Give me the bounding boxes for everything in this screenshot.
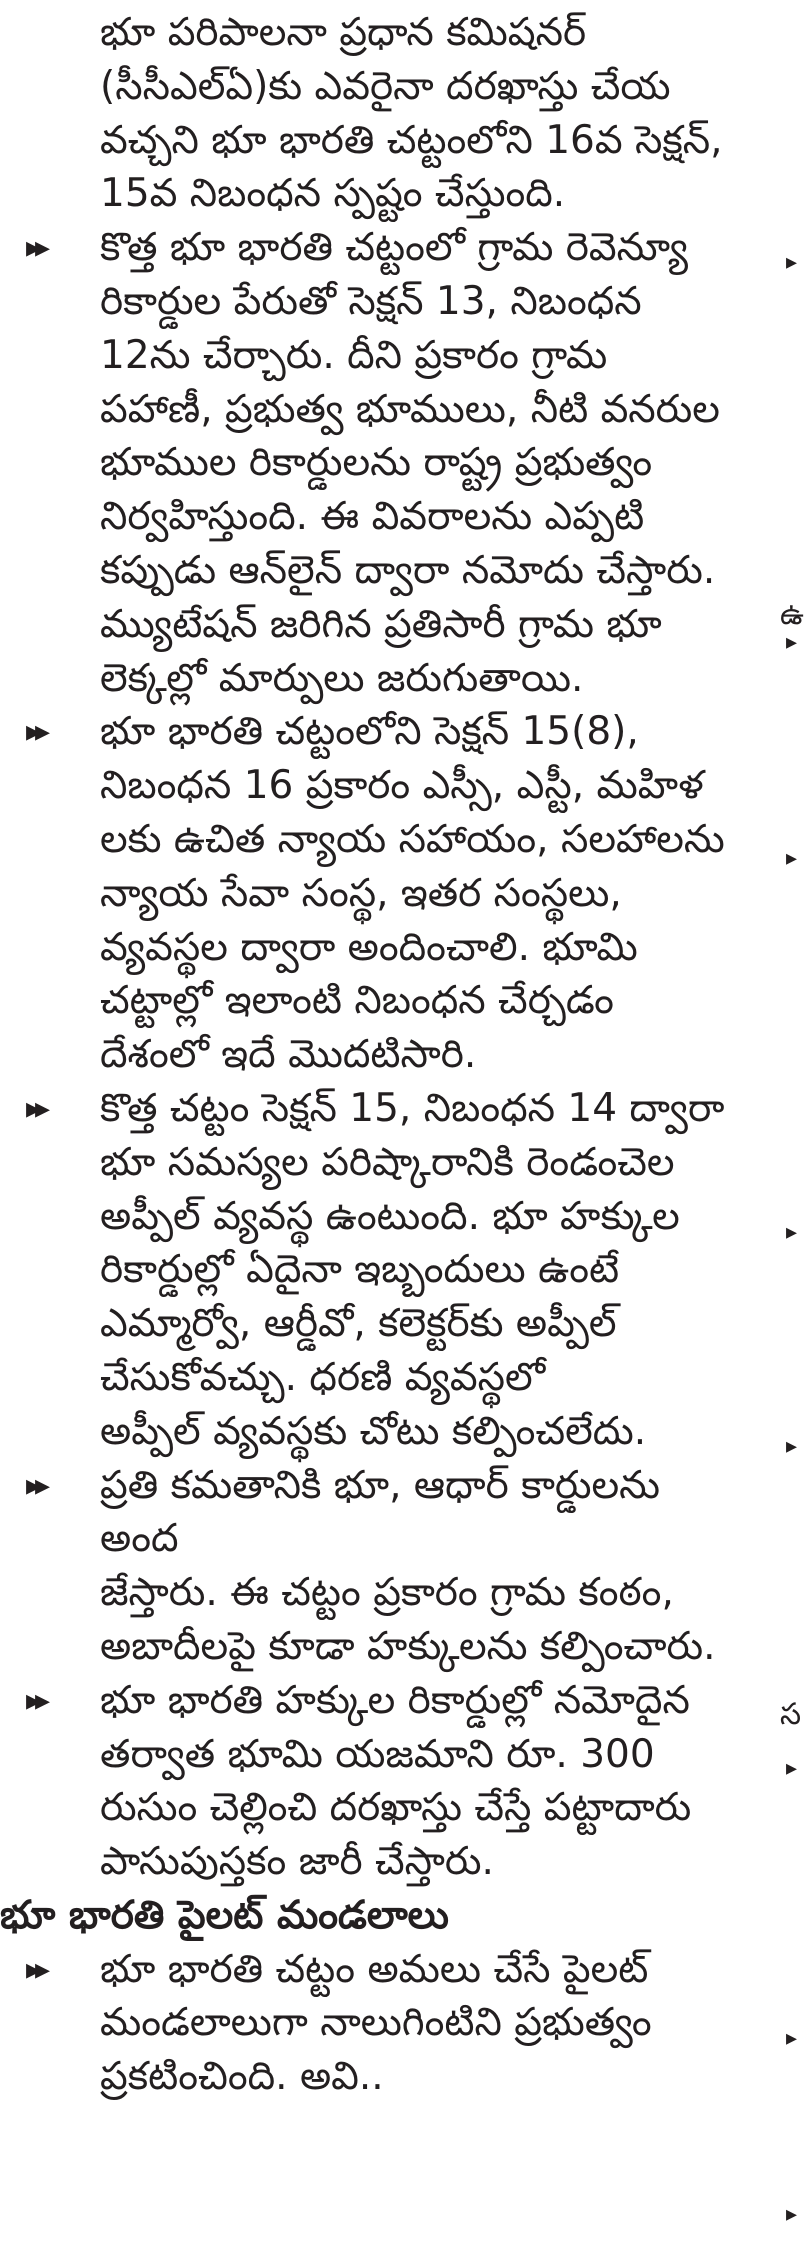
- arrow-bullet-icon: ▸: [786, 846, 798, 871]
- cropped-char: స: [780, 1697, 802, 1732]
- arrow-bullet-icon: ▸: [786, 2202, 798, 2227]
- double-arrow-bullet-icon: ▸▸: [26, 1467, 45, 1503]
- arrow-bullet-icon: ▸: [786, 1220, 798, 1245]
- double-arrow-bullet-icon: ▸▸: [26, 714, 45, 750]
- list-item: [0, 1082, 740, 1459]
- intro-paragraph: భూ పరిపాలనా ప్రధాన కమిషనర్ (సీసీఎల్ఏ)కు ఎవరైనా దరఖాస్తు చేయ వచ్చని భూ భారతి చట్టంలోని 16వ సెక్షన్, 15వ నిబంధన స్పష్టం చేస్తుంది.: [100, 10, 723, 217]
- bullet-text: భూ భారతి చట్టంలోని సెక్షన్ 15(8), నిబంధన 16 ప్రకారం ఎస్సీ, ఎస్టీ, మహిళ లకు ఉచిత న్యాయ సహాయం, సలహాలను న్యాయ సేవా సంస్థ, ఇతర సంస్థలు, వ్యవస్థల ద్వారా అందించాలి. భూమి చట్టాల్లో ఇలాంటి నిబంధన చేర్చడం దేశంలో ఇదే మొదటిసారి.: [100, 709, 725, 1078]
- bullet-text: ప్రతి కమతానికి భూ, ఆధార్ కార్డులను అంద జేస్తారు. ఈ చట్టం ప్రకారం గ్రామ కంఠం, అబాదీలపై కూడా హక్కులను కల్పించారు.: [100, 1462, 716, 1669]
- list-item: [0, 1459, 740, 1674]
- double-arrow-bullet-icon: ▸▸: [26, 1090, 45, 1126]
- double-arrow-bullet-icon: ▸▸: [26, 1951, 45, 1987]
- arrow-bullet-icon: ▸: [786, 1434, 798, 1459]
- list-item: [0, 1943, 740, 2104]
- arrow-bullet-icon: ▸: [786, 630, 798, 655]
- section-heading: భూ భారతి పైలట్ మండలాలు: [0, 1892, 449, 1938]
- double-arrow-bullet-icon: ▸▸: [26, 230, 45, 266]
- adjacent-column-edge: [780, 0, 804, 2248]
- bullet-text: భూ భారతి చట్టం అమలు చేసే పైలట్ మండలాలుగా నాలుగింటిని ప్రభుత్వం ప్రకటించింది. అవి..: [100, 1946, 652, 2100]
- bullet-text: కొత్త చట్టం సెక్షన్ 15, నిబంధన 14 ద్వారా భూ సమస్యల పరిష్కారానికి రెండంచెల అప్పీల్ వ్యవస్థ ఉంటుంది. భూ హక్కుల రికార్డుల్లో ఏదైనా ఇబ్బందులు ఉంటే ఎమ్మార్వో, ఆర్డీవో, కలెక్టర్‌కు అప్పీల్ చేసుకోవచ్చు. ధరణి వ్యవస్థలో అప్పీల్ వ్యవస్థకు చోటు కల్పించలేదు.: [100, 1085, 725, 1454]
- bullet-text: కొత్త భూ భారతి చట్టంలో గ్రామ రెవెన్యూ రికార్డుల పేరుతో సెక్షన్ 13, నిబంధన 12ను చేర్చారు. దీని ప్రకారం గ్రామ పహాణీ, ప్రభుత్వ భూములు, నీటి వనరుల భూముల రికార్డులను రాష్ట్ర ప్రభుత్వం నిర్వహిస్తుంది. ఈ వివరాలను ఎప్పటి కప్పుడు ఆన్‌లైన్ ద్వారా నమోదు చేస్తారు. మ్యుటేషన్ జరిగిన ప్రతిసారీ గ్రామ భూ లెక్కల్లో మార్పులు జరుగుతాయి.: [100, 225, 720, 701]
- arrow-bullet-icon: ▸: [786, 250, 798, 275]
- arrow-bullet-icon: ▸: [786, 1756, 798, 1781]
- bullet-text: భూ భారతి హక్కుల రికార్డుల్లో నమోదైన తర్వాత భూమి యజమాని రూ. 300 రుసుం చెల్లించి దరఖాస్తు చేస్తే పట్టాదారు పాసుపుస్తకం జారీ చేస్తారు.: [100, 1677, 692, 1885]
- list-item: [0, 1674, 740, 1889]
- list-item: [0, 221, 740, 705]
- cropped-char: ఉ: [780, 597, 804, 632]
- arrow-bullet-icon: ▸: [786, 2026, 798, 2051]
- double-arrow-bullet-icon: ▸▸: [26, 1682, 45, 1718]
- list-item: [0, 705, 740, 1082]
